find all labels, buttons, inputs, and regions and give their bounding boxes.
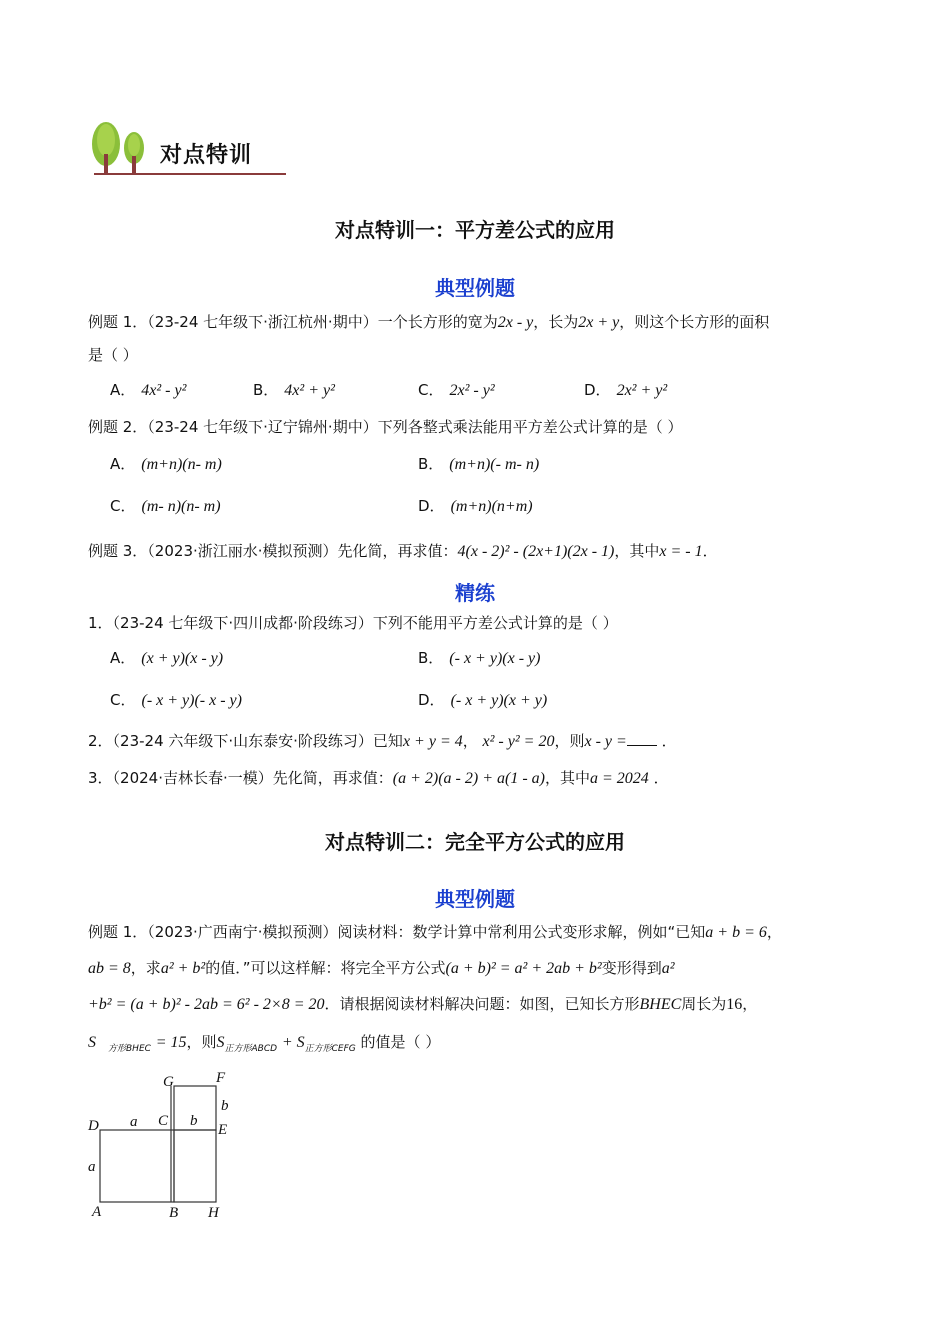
option-expr: (m+n)(- m- n) xyxy=(449,456,540,473)
option-expr: (- x + y)(- x - y) xyxy=(141,692,242,709)
label-a-left: a xyxy=(88,1159,96,1175)
label-b-right: b xyxy=(221,1098,229,1114)
s2-ex1-line2 xyxy=(88,957,675,980)
s2-ex1-l2-math3: (a + b)² = a² + 2ab + b² xyxy=(445,960,602,977)
s1-p1-option-a[interactable] xyxy=(110,647,223,670)
s1-p1-option-c[interactable] xyxy=(110,689,242,712)
p2-answer-blank[interactable] xyxy=(627,731,657,746)
s2-ex1-l3-end: ， xyxy=(742,995,758,1013)
s1-ex2-option-a[interactable] xyxy=(110,453,222,476)
option-label: D． xyxy=(584,381,611,399)
p3-end: ． xyxy=(653,769,669,787)
option-expr: 2x² + y² xyxy=(616,382,668,399)
label-h: H xyxy=(208,1205,219,1221)
s1-p1-question: 1．（23-24 七年级下·四川成都·阶段练习）下列不能用平方差公式计算的是（ ） xyxy=(88,614,618,632)
banner-title: 对点特训 xyxy=(160,143,253,168)
s2-ex1-line4 xyxy=(88,1031,440,1060)
option-label: A． xyxy=(110,381,136,399)
area-subscript-3: 正方形CEFG xyxy=(304,1044,356,1054)
s2-ex1-l4-text2: 的值是（ ） xyxy=(360,1033,441,1051)
option-expr: (m+n)(n- m) xyxy=(141,456,222,473)
label-e: E xyxy=(218,1122,228,1138)
p2-ask: x - y = xyxy=(584,733,627,750)
option-label: B． xyxy=(418,455,444,473)
label-b-mid: b xyxy=(190,1113,198,1129)
option-label: C． xyxy=(418,381,444,399)
s2-ex1-l4-text: ，则 xyxy=(186,1033,217,1051)
s1-ex1-option-c[interactable] xyxy=(418,379,495,402)
s1-ex1-line2: 是（ ） xyxy=(88,346,138,364)
s2-ex1-line1 xyxy=(88,921,782,944)
ex1-suffix: ，则这个长方形的面积 xyxy=(619,313,770,331)
s2-ex1-l3-math2: BHEC xyxy=(639,996,682,1013)
s1-ex1-option-b[interactable] xyxy=(253,379,335,402)
option-label: D． xyxy=(418,497,445,515)
s1-ex2-option-d[interactable] xyxy=(418,495,533,518)
area-symbol-2: S xyxy=(216,1034,225,1051)
s1-ex2-question: 例题 2．（23-24 七年级下·辽宁锦州·期中）下列各整式乘法能用平方差公式计算的是（ ） xyxy=(88,418,683,436)
option-expr: 4x² - y² xyxy=(141,382,187,399)
p3-prefix: 3．（2024·吉林长春·一模）先化简，再求值： xyxy=(88,769,393,787)
s1-p2-question xyxy=(88,730,677,753)
ex1-width-expr: 2x - y xyxy=(497,314,534,331)
label-b: B xyxy=(169,1205,179,1221)
section1-practice-heading: 精练 xyxy=(455,581,495,605)
option-expr: (m- n)(n- m) xyxy=(141,498,221,515)
option-expr: (- x + y)(x - y) xyxy=(449,650,541,667)
section-banner xyxy=(88,118,288,178)
s1-ex2-option-c[interactable] xyxy=(110,495,221,518)
s2-ex1-line3 xyxy=(88,993,757,1016)
area-subscript: 方形BHEC xyxy=(108,1044,151,1054)
area-symbol: S xyxy=(88,1034,96,1051)
p3-expr: (a + 2)(a - 2) + a(1 - a) xyxy=(392,770,545,787)
label-f: F xyxy=(216,1070,226,1086)
option-expr: 4x² + y² xyxy=(284,382,335,399)
s2-ex1-l3-num: 16 xyxy=(726,996,743,1013)
s1-p3-question xyxy=(88,767,669,790)
p2-sep: ， xyxy=(462,732,478,750)
p2-prefix: 2．（23-24 六年级下·山东泰安·阶段练习）已知 xyxy=(88,732,403,750)
s1-ex1-line1 xyxy=(88,311,769,334)
option-label: D． xyxy=(418,691,445,709)
p2-mid: ，则 xyxy=(554,732,585,750)
option-label: C． xyxy=(110,691,136,709)
ex3-end: ． xyxy=(702,542,718,560)
option-expr: (- x + y)(x + y) xyxy=(450,692,548,709)
p2-condition1: x + y = 4 xyxy=(402,733,463,750)
s1-ex3-question xyxy=(88,540,718,563)
s2-ex1-l2-math4: a² xyxy=(661,960,675,977)
s2-ex1-l1-text: 例题 1．（2023·广西南宁·模拟预测）阅读材料：数学计算中常利用公式变形求解，例如“已知 xyxy=(88,923,706,941)
area-value: = 15 xyxy=(155,1034,187,1051)
s2-ex1-l3-text: ．请根据阅读材料解决问题：如图，已知长方形 xyxy=(324,995,640,1013)
s2-ex1-l3-text2: 周长为 xyxy=(681,995,727,1013)
s1-ex1-option-a[interactable] xyxy=(110,379,186,402)
p2-condition2: x² - y² = 20 xyxy=(482,733,555,750)
option-label: A． xyxy=(110,649,136,667)
square-abcd xyxy=(100,1130,174,1202)
option-expr: 2x² - y² xyxy=(449,382,495,399)
option-label: C． xyxy=(110,497,136,515)
s2-ex1-l2-text3: 变形得到 xyxy=(601,959,662,977)
ex3-prefix: 例题 3．（2023·浙江丽水·模拟预测）先化简，再求值： xyxy=(88,542,458,560)
ex1-mid: ，长为 xyxy=(533,313,579,331)
p2-end: ． xyxy=(661,732,677,750)
rect-bhec xyxy=(174,1130,216,1202)
section2-examples-heading: 典型例题 xyxy=(435,887,515,911)
geometry-figure xyxy=(80,1066,250,1226)
s2-ex1-l1-end: ， xyxy=(766,923,782,941)
tree-icon xyxy=(88,118,150,176)
s1-p1-option-b[interactable] xyxy=(418,647,540,670)
label-a-top: a xyxy=(130,1114,138,1130)
ex3-mid: ，其中 xyxy=(614,542,660,560)
s2-ex1-l1-math: a + b = 6 xyxy=(705,924,767,941)
option-label: A． xyxy=(110,455,136,473)
section1-title: 对点特训一：平方差公式的应用 xyxy=(335,218,615,242)
p3-mid: ，其中 xyxy=(544,769,590,787)
label-c: C xyxy=(158,1113,169,1129)
banner-underline xyxy=(94,173,286,175)
option-expr: (m+n)(n+m) xyxy=(450,498,533,515)
label-g: G xyxy=(163,1074,174,1090)
section1-examples-heading: 典型例题 xyxy=(435,276,515,300)
s2-ex1-l3-math: +b² = (a + b)² - 2ab = 6² - 2×8 = 20 xyxy=(88,996,325,1013)
area-symbol-3: + S xyxy=(281,1034,305,1051)
option-expr: (x + y)(x - y) xyxy=(141,650,224,667)
ex3-condition: x = - 1 xyxy=(659,543,703,560)
ex3-expr: 4(x - 2)² - (2x+1)(2x - 1) xyxy=(457,543,615,560)
option-label: B． xyxy=(418,649,444,667)
s2-ex1-l2-text: ，求 xyxy=(130,959,161,977)
s2-ex1-l2-math2: a² + b² xyxy=(160,960,206,977)
label-a: A xyxy=(92,1204,102,1220)
s2-ex1-l2-text2: 的值．”可以这样解：将完全平方公式 xyxy=(205,959,446,977)
label-d: D xyxy=(88,1118,99,1134)
option-label: B． xyxy=(253,381,279,399)
ex1-prefix: 例题 1．（23-24 七年级下·浙江杭州·期中）一个长方形的宽为 xyxy=(88,313,498,331)
area-subscript-2: 正方形ABCD xyxy=(224,1044,278,1054)
s1-ex1-option-d[interactable] xyxy=(584,379,667,402)
s1-ex2-option-b[interactable] xyxy=(418,453,539,476)
ex1-length-expr: 2x + y xyxy=(578,314,620,331)
s1-p1-option-d[interactable] xyxy=(418,689,547,712)
p3-condition: a = 2024 xyxy=(590,770,649,787)
section2-title: 对点特训二：完全平方公式的应用 xyxy=(325,830,625,854)
s2-ex1-l2-math1: ab = 8 xyxy=(88,960,131,977)
